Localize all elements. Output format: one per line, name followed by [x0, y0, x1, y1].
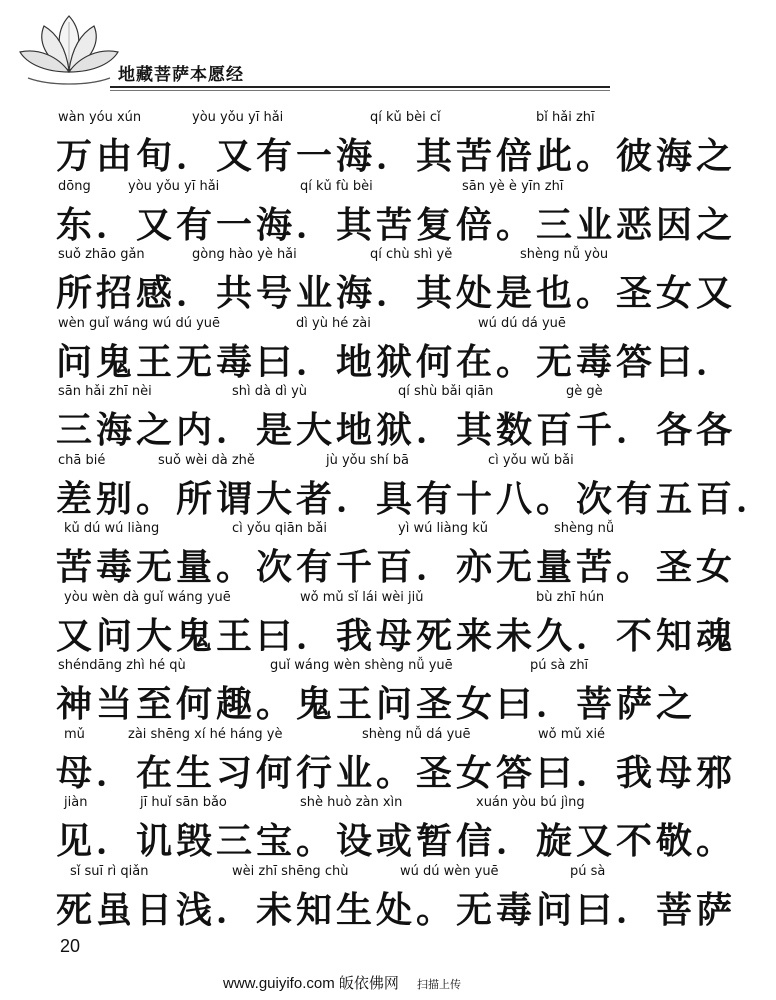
text-line: [0, 789, 737, 862]
pinyin-group: yòu yǒu yī hǎi: [192, 110, 284, 125]
pinyin-group: guǐ wáng wèn shèng nǚ yuē: [270, 658, 453, 673]
pinyin-group: wǒ mǔ xié: [538, 726, 606, 742]
pinyin-group: shèng nǚ dá yuē: [362, 726, 471, 742]
text-line: [0, 584, 737, 657]
pinyin-group: wǒ mǔ sǐ lái wèi jiǔ: [300, 589, 424, 605]
pinyin-group: wú dú wèn yuē: [400, 863, 499, 879]
pinyin-group: suǒ zhāo gǎn: [58, 247, 145, 262]
text-line: [0, 378, 737, 451]
pinyin-group: yì wú liàng kǔ: [398, 521, 489, 536]
pinyin-group: shèng nǚ: [554, 521, 615, 536]
book-title: 地藏菩萨本愿经: [118, 65, 244, 85]
pinyin-group: jù yǒu shí bā: [326, 452, 409, 468]
text-line: [0, 652, 697, 725]
pinyin-group: yòu wèn dà guǐ wáng yuē: [64, 589, 231, 605]
pinyin-group: dì yù hé zài: [296, 315, 371, 331]
pinyin-group: wèn guǐ wáng wú dú yuē: [58, 315, 221, 331]
page-header: [0, 0, 678, 100]
text-line: [0, 447, 776, 520]
footer: [223, 972, 461, 993]
pinyin-group: qí shù bǎi qiān: [398, 384, 494, 399]
page-number: 20: [60, 936, 81, 956]
pinyin-group: dōng: [58, 178, 91, 194]
pinyin-group: xuán yòu bú jìng: [476, 795, 585, 810]
hanzi-line: 母．在生习何行业。圣女答曰．我母邪: [56, 752, 737, 794]
pinyin-group: pú sà: [570, 863, 606, 879]
pinyin-group: cì yǒu qiān bǎi: [232, 521, 327, 536]
pinyin-group: jī huǐ sān bǎo: [140, 795, 227, 810]
pinyin-group: sān hǎi zhī nèi: [58, 384, 152, 399]
pinyin-group: bǐ hǎi zhī: [536, 110, 595, 125]
pinyin-group: qí chù shì yě: [370, 247, 453, 262]
pinyin-group: gè gè: [566, 384, 603, 399]
pinyin-group: wèi zhī shēng chù: [232, 863, 349, 879]
text-line: [0, 241, 737, 314]
text-line: [0, 721, 737, 794]
hanzi-line: 差别。所谓大者．具有十八。次有五百．: [56, 478, 776, 520]
hanzi-line: 万由旬．又有一海．其苦倍此。彼海之: [56, 136, 737, 177]
pinyin-group: shèng nǚ yòu: [520, 247, 609, 262]
pinyin-group: sān yè è yīn zhī: [462, 178, 564, 194]
pinyin-group: sǐ suī rì qiǎn: [70, 863, 149, 879]
pinyin-group: shéndāng zhì hé qù: [58, 658, 186, 673]
pinyin-group: zài shēng xí hé háng yè: [128, 726, 283, 742]
header-rule: [110, 86, 610, 88]
pinyin-group: wàn yóu xún: [58, 110, 142, 125]
footer-note: 扫描上传: [417, 979, 462, 991]
pinyin-group: jiàn: [64, 795, 88, 810]
pinyin-group: cì yǒu wǔ bǎi: [488, 452, 574, 468]
pinyin-group: shì dà dì yù: [232, 384, 308, 399]
hanzi-line: 神当至何趣。鬼王问圣女曰．菩萨之: [56, 684, 697, 725]
pinyin-group: bù zhī hún: [536, 589, 605, 605]
hanzi-line: 苦毒无量。次有千百．亦无量苦。圣女: [56, 547, 737, 588]
text-line: [0, 173, 737, 246]
pinyin-group: wú dú dá yuē: [478, 315, 566, 331]
hanzi-line: 所招感．共号业海．其处是也。圣女又: [56, 273, 737, 314]
hanzi-line: 见．讥毁三宝。设或暂信．旋又不敬。: [56, 821, 737, 862]
lotus-icon: [14, 8, 124, 88]
pinyin-group: mǔ: [64, 726, 85, 742]
pinyin-group: chā bié: [58, 452, 106, 468]
pinyin-group: suǒ wèi dà zhě: [158, 452, 255, 468]
pinyin-group: yòu yǒu yī hǎi: [128, 178, 220, 194]
text-line: [0, 310, 737, 383]
hanzi-line: 东．又有一海．其苦复倍。三业恶因之: [56, 204, 737, 246]
pinyin-group: shè huò zàn xìn: [300, 795, 403, 810]
text-line: [0, 515, 737, 588]
pinyin-group: qí kǔ fù bèi: [300, 178, 373, 194]
footer-site: www.guiyifo.com 皈依佛网: [223, 975, 399, 992]
hanzi-line: 三海之内．是大地狱．其数百千．各各: [56, 410, 737, 451]
hanzi-line: 又问大鬼王曰．我母死来未久．不知魂: [56, 615, 737, 657]
hanzi-line: 问鬼王无毒曰．地狱何在。无毒答曰．: [56, 341, 737, 383]
pinyin-group: kǔ dú wú liàng: [64, 521, 160, 536]
pinyin-group: pú sà zhī: [530, 658, 589, 673]
text-line: [0, 858, 737, 931]
header-rule-thin: [110, 90, 610, 91]
scripture-text: [0, 104, 776, 931]
pinyin-group: qí kǔ bèi cǐ: [370, 110, 441, 125]
text-line: [0, 104, 737, 177]
pinyin-group: gòng hào yè hǎi: [192, 247, 297, 262]
hanzi-line: 死虽日浅．未知生处。无毒问曰．菩萨: [56, 889, 737, 931]
